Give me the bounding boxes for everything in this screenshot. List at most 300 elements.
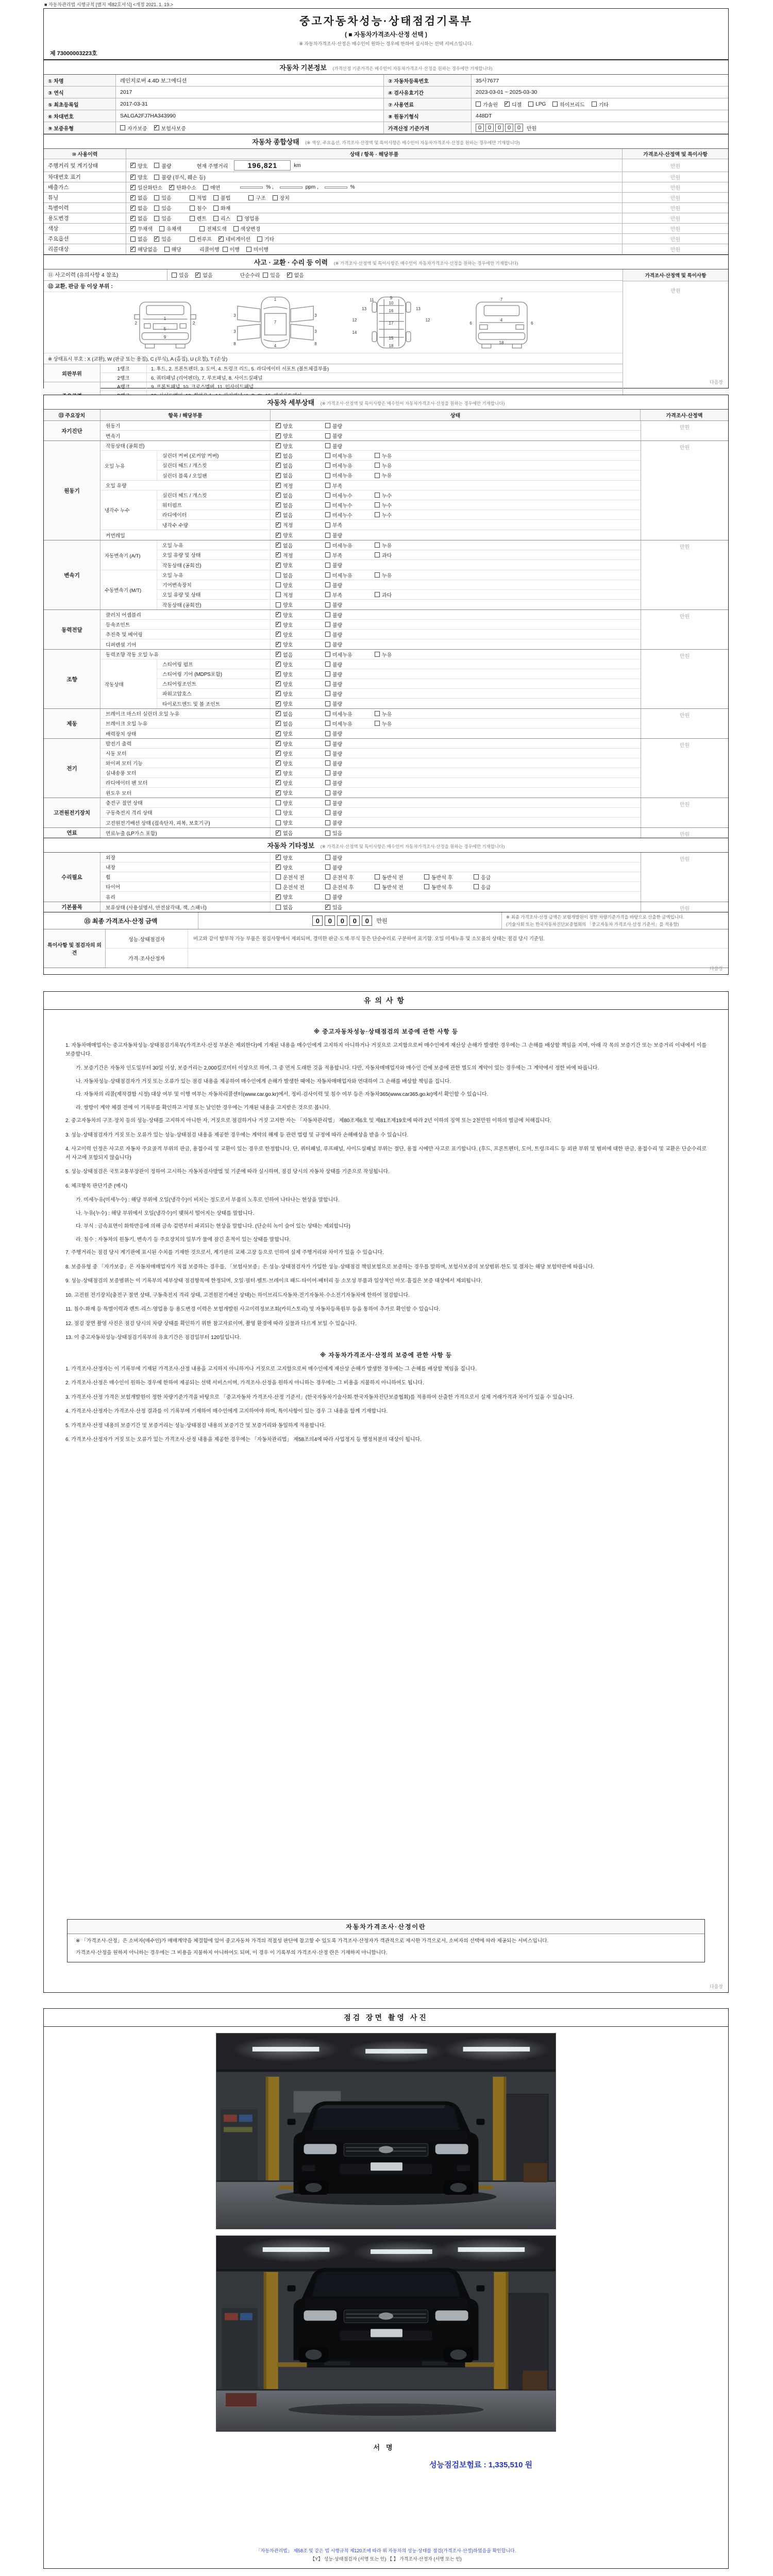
checkbox-unchecked [325, 511, 375, 519]
checkbox-unchecked [325, 740, 375, 748]
document-subtitle: ( ■ 자동차가격조사·산정 선택 ) [344, 31, 428, 38]
checkbox-label: 불량 [332, 791, 343, 796]
basic-info-row [44, 98, 728, 110]
checkbox-label: 디젤 [511, 102, 522, 108]
cell-text: % [350, 184, 355, 190]
device-row [157, 600, 641, 609]
checkbox-label: 누유 [382, 473, 392, 479]
checkbox-icon [199, 226, 205, 231]
rank-items: 9. 프론트패널, 10. 크로스멤버, 11. 인사이드패널 [151, 384, 254, 390]
field-label: ⑧ 원동기형식 [384, 110, 472, 122]
checkbox-label: 불량 [332, 855, 343, 861]
checkbox-icon [325, 721, 330, 726]
item-state [271, 580, 641, 589]
rank-row [100, 382, 623, 391]
item-label: 스티어링 기어 (MDPS포함) [157, 669, 271, 679]
device-row [157, 470, 641, 480]
checkbox-unchecked [325, 501, 375, 509]
notice-paragraph: 1. 자동차매매업자는 중고자동차성능·상태점검기록부(가격조사·산정 부분은 제외한다)에 기재된 내용을 매수인에게 고지하지 아니하거나 거짓으로 고지함으로써 매수인에게 재산상 손해가 발생한 경우에는 그 손해를 배상할 책임을 지며, 아래 각 목의 보증기간 또는 보증거리 이내에서 이를 보증합니다. [65, 1043, 707, 1057]
car-diagram-rear [459, 294, 544, 351]
checkbox-label: 불량 [332, 613, 343, 619]
checkbox-label: 장치 [279, 196, 290, 201]
checkbox-icon [276, 592, 281, 597]
item-label: 배력장치 상태 [100, 728, 271, 738]
checkbox-label: 양호 [283, 691, 293, 698]
accident-price-value: 만원 [670, 289, 681, 294]
document-note: ※ 자동차가격조사·산정은 매수인이 원하는 경우에 한하여 실시하는 선택 서비스입니다. [299, 41, 473, 46]
panel-number: 10 [389, 300, 394, 306]
item-state [271, 719, 641, 728]
item-label: 오일 유량 및 상태 [157, 590, 271, 599]
checkbox-icon [246, 247, 251, 252]
checkbox-icon [325, 543, 330, 548]
checkbox-unchecked [325, 621, 375, 629]
checkbox-icon [276, 865, 281, 870]
checkbox-icon [375, 453, 380, 458]
legal-confirmation [44, 2547, 728, 2562]
checkbox-label: 동반석 후 [431, 885, 453, 891]
checkbox-label: 양호 [283, 672, 293, 678]
checkbox-icon [325, 865, 330, 870]
checkbox-icon [276, 602, 281, 607]
value-box [240, 187, 263, 189]
cell-text: ppm , [305, 184, 318, 190]
checkbox-icon [592, 101, 597, 107]
field-label: ⑤ 최초등록일 [44, 98, 116, 110]
checkbox-label: 미세누유 [332, 573, 352, 579]
final-price-note-2: (기술사회 또는 한국자동차진단보증협회의 「중고자동차 가격조사·산정 기준서」를 적용함) [506, 922, 679, 927]
opinion-block [44, 929, 728, 968]
basic-info-title: 자동차 기본정보 [279, 64, 327, 72]
item-label: 실내송풍 모터 [100, 768, 271, 777]
panel-number: 18 [499, 340, 504, 345]
item-label: 기어변속장치 [157, 580, 271, 589]
checkbox-icon [130, 226, 136, 231]
item-state [271, 669, 641, 679]
checkbox-unchecked [325, 571, 375, 579]
item-label: 라디에이터 팬 모터 [100, 778, 271, 787]
item-state [271, 659, 641, 669]
field-label: ⑨ 보증유형 [44, 122, 116, 133]
checkbox-label: 양호 [283, 791, 293, 796]
item-label: 브레이크 마스터 실린더 오일 누유 [100, 709, 271, 718]
checkbox-icon [219, 236, 224, 242]
checkbox-unchecked [325, 799, 375, 807]
checkbox-checked [276, 551, 325, 559]
accident-header [44, 255, 728, 269]
panel-number: 1 [163, 316, 166, 321]
subgroup-label: 자동변속기 (A/T) [100, 540, 157, 570]
section-photos-sign [43, 2008, 729, 2569]
checkbox-unchecked [325, 640, 375, 648]
checkbox-icon [276, 632, 281, 637]
checkbox-label: 과다 [382, 592, 392, 599]
panel-number: 1 [274, 297, 277, 302]
checkbox-icon [195, 273, 200, 278]
subgroup-label: 수동변속기 (M/T) [100, 570, 157, 609]
item-state [271, 461, 641, 470]
item-label: 윈도우 모터 [100, 788, 271, 798]
notice-paragraph: 12. 점검 장면 촬영 사진은 점검 당시의 차량 상태를 확인하기 위한 참고자료이며, 촬영 환경에 따라 실물과 다르게 보일 수 있습니다. [65, 1320, 357, 1327]
checkbox-icon [325, 512, 330, 517]
final-price-notes [501, 912, 728, 929]
checkbox-icon [276, 810, 281, 815]
device-group [44, 739, 728, 798]
comprehensive-row [44, 234, 728, 244]
subgroup [100, 570, 641, 609]
checkbox-icon [325, 770, 330, 775]
checkbox-label: 양호 [283, 865, 293, 871]
checkbox-icon [325, 582, 330, 587]
checkbox-checked [130, 225, 153, 232]
section-main-form [43, 8, 729, 388]
item-label: 유리 [100, 892, 271, 902]
checkbox-label: 양호 [283, 810, 293, 817]
checkbox-checked [130, 214, 147, 222]
item-label: 충전구 절연 상태 [100, 798, 271, 807]
checkbox-label: 있음 [332, 831, 343, 837]
checkbox-unchecked [325, 873, 375, 881]
row-price: 만원 [670, 196, 681, 201]
checkbox-unchecked [203, 183, 220, 191]
checkbox-icon [154, 163, 159, 168]
checkbox-label: 누유 [382, 543, 392, 549]
checkbox-label: 영업용 [244, 216, 260, 222]
device-group [44, 709, 728, 739]
device-row [100, 421, 641, 431]
checkbox-icon [276, 612, 281, 617]
price-cell: 만원 [641, 853, 728, 902]
checkbox-icon [325, 894, 330, 900]
checkbox-icon [375, 502, 380, 507]
checkbox-checked [276, 863, 325, 871]
checkbox-label: 적정 [283, 523, 293, 529]
checkbox-icon [130, 216, 136, 221]
car-diagrams [44, 292, 623, 353]
checkbox-unchecked [248, 194, 265, 201]
checkbox-checked [154, 235, 171, 243]
checkbox-icon [130, 195, 136, 200]
rank-name: A랭크 [100, 382, 147, 391]
checkbox-icon [276, 473, 281, 478]
checkbox-icon [120, 125, 125, 130]
checkbox-icon [276, 905, 281, 910]
item-state [271, 639, 641, 649]
checkbox-label: 양호 [283, 732, 293, 737]
checkbox-label: 운전석 후 [332, 875, 354, 881]
checkbox-unchecked [154, 204, 171, 212]
accident-history-area [44, 269, 728, 409]
checkbox-icon [325, 632, 330, 637]
device-row [100, 530, 641, 540]
checkbox-label: 없음 [138, 216, 148, 222]
checkbox-unchecked [476, 100, 498, 108]
checkbox-label: 양호 [283, 751, 293, 757]
checkbox-unchecked [237, 214, 259, 222]
item-state [271, 451, 641, 460]
item-label: 고전원전기배선 상태 (접속단자, 피복, 보호기구) [100, 818, 271, 827]
device-row [157, 451, 641, 461]
checkbox-icon [325, 731, 330, 736]
checkbox-label: 미세누유 [332, 453, 352, 460]
checkbox-icon [276, 874, 281, 879]
panel-number: 8 [233, 341, 236, 346]
checkbox-label: 침수 [196, 206, 207, 212]
checkbox-unchecked [375, 651, 424, 658]
device-row [157, 500, 641, 510]
info-box-line: ※ 「가격조사·산정」은 소비자(매수인)가 매매계약을 체결함에 있어 중고자동차 가격의 적절성 판단에 참고할 수 있도록 가격조사·산정자가 객관적으로 제시한 가격으로서, 소비자의 선택에 따라 제공되는 서비스입니다. [76, 1938, 549, 1944]
accident-price-header: 가격조사·산정액 및 특이사항 [623, 269, 728, 281]
checkbox-label: 있음 [161, 216, 172, 222]
checkbox-checked [276, 720, 325, 727]
field-options [116, 122, 384, 133]
notice-paragraph: 라. 침수 : 자동차의 원동기, 변속기 등 주요장치의 일부가 물에 잠긴 흔적이 있는 상태를 말합니다. [76, 1236, 291, 1243]
checkbox-label: 누수 [382, 513, 392, 519]
inspection-fee-label: 성능점검보험료 : [429, 2460, 486, 2469]
checkbox-icon [276, 820, 281, 825]
row-label: 주요옵션 [44, 234, 126, 244]
opinion-text [188, 948, 728, 968]
device-row [100, 788, 641, 798]
notice-paragraph: 1. 가격조사·산정자는 이 기록부에 기재된 가격조사·산정 내용을 고지하지 아니하거나 거짓으로 고지함으로써 매수인에게 재산상 손해가 발생한 경우에는 그 손해를 배상할 책임을 집니다. [65, 1366, 477, 1372]
comprehensive-row [44, 244, 728, 255]
checkbox-label: 과다 [382, 553, 392, 559]
item-label: 변속기 [100, 431, 271, 440]
basic-info-header [44, 60, 728, 75]
item-state [271, 630, 641, 639]
device-row [100, 853, 641, 862]
item-state [271, 530, 641, 540]
checkbox-unchecked [325, 730, 375, 737]
checkbox-label: 불량 [332, 702, 343, 707]
checkbox-unchecked [325, 581, 375, 589]
checkbox-checked [276, 482, 325, 489]
panel-number: 16 [389, 309, 394, 313]
device-row [100, 882, 641, 892]
checkbox-unchecked [276, 883, 325, 891]
etc-header [44, 838, 728, 853]
checkbox-unchecked [325, 789, 375, 796]
row-label: 특별이력 [44, 203, 126, 213]
notice-heading: ※ 중고자동차성능·상태점검의 보증에 관한 사항 등 [313, 1029, 459, 1035]
item-state [271, 768, 641, 777]
checkbox-unchecked [325, 854, 375, 861]
device-rows [100, 798, 641, 827]
comprehensive-row [44, 193, 728, 203]
checkbox-icon [375, 652, 380, 657]
checkbox-label: 불량 [332, 682, 343, 688]
row-state [126, 182, 623, 192]
checkbox-label: 없음 [283, 463, 293, 469]
item-state [271, 590, 641, 599]
checkbox-label: 양호 [283, 583, 293, 589]
checkbox-unchecked [190, 194, 207, 201]
checkbox-label: 불량 [332, 622, 343, 629]
device-name: 원동기 [44, 441, 100, 540]
row-state [126, 193, 623, 202]
checkbox-unchecked [325, 531, 375, 539]
checkbox-unchecked [276, 809, 325, 817]
checkbox-icon [190, 236, 195, 242]
col-device: ⑬ 주요장치 [44, 410, 100, 420]
checkbox-icon [325, 642, 330, 647]
checkbox-unchecked [592, 100, 609, 108]
notice-paragraph: 다. 부식 : 금속표면이 화학반응에 의해 금속 겉면부터 파괴되는 현상을 말합니다. (단순히 녹이 슬어 있는 상태는 제외합니다) [76, 1224, 350, 1229]
checkbox-unchecked [325, 482, 375, 489]
checkbox-unchecked [213, 204, 230, 212]
checkbox-icon [130, 185, 136, 190]
item-label: 작동상태 (공회전) [100, 441, 271, 450]
device-group [44, 902, 728, 912]
checkbox-icon [276, 443, 281, 448]
checkbox-label: 누유 [382, 573, 392, 579]
checkbox-unchecked [213, 214, 230, 222]
car-diagram-front [123, 294, 208, 351]
item-label: 브레이크 오일 누유 [100, 719, 271, 728]
checkbox-icon [325, 780, 330, 785]
checkbox-label: 가솔린 [483, 102, 498, 108]
checkbox-label: 없음 [283, 573, 293, 579]
checkbox-icon [325, 701, 330, 706]
checkbox-icon [130, 163, 136, 168]
subgroup-label: 오일 누유 [100, 451, 157, 480]
digit-box: 0 [337, 916, 347, 926]
status-code-legend: ※ 상태표시 부호 : X (교환), W (판금 또는 용접), C (부식), A (흠집), U (요철), T (손상) [44, 353, 623, 364]
notice-paragraph: 가. 보증기간은 자동차 인도일부터 30일 이상, 보증거리는 2,000킬로미터 이상으로 하며, 그 중 먼저 도래한 것을 적용합니다. 다만, 자동차매매업자와 매수인 간에 보증에 관한 별도의 계약이 있는 경우에는 그 계약에서 정한 바에 따릅니다. [76, 1065, 599, 1071]
checkbox-label: 불량 [332, 771, 343, 777]
inspection-fee [44, 2459, 728, 2470]
checkbox-unchecked [276, 571, 325, 579]
cell-text: 현재 주행거리 [196, 163, 228, 170]
checkbox-unchecked [246, 245, 268, 253]
item-state [271, 872, 641, 882]
notice-paragraph: 다. 자동차의 리콜(제작결함 시정) 대상 여부 및 이행 여부는 자동차리콜센터(www.car.go.kr)에서, 정비·검사이력 및 침수 여부 등은 자동차365(www.car365.go.kr)에서 확인할 수 있습니다. [76, 1092, 489, 1097]
checkbox-icon [169, 185, 174, 190]
checkbox-unchecked [257, 235, 274, 243]
checkbox-label: 불량 [332, 895, 343, 901]
row-label: 색상 [44, 224, 126, 233]
checkbox-checked [276, 759, 325, 767]
checkbox-label: 하이브리드 [560, 102, 585, 108]
checkbox-unchecked [263, 271, 280, 279]
checkbox-label: 없음 [283, 711, 293, 718]
item-label: 보유상태 (사용설명서, 안전삼각대, 잭, 스패너) [100, 902, 271, 912]
accident-note: (※ 가격조사·산정액 및 특이사항은 매수인이 자동차가격조사·산정을 원하는 경우에만 기재합니다) [333, 261, 518, 266]
checkbox-unchecked [223, 245, 240, 253]
checkbox-checked [276, 829, 325, 837]
checkbox-unchecked [325, 750, 375, 757]
checkbox-icon [325, 552, 330, 557]
checkbox-label: 부족 [332, 592, 343, 599]
checkbox-icon [276, 894, 281, 900]
digit-box: 0 [515, 124, 523, 132]
device-rows [100, 441, 641, 540]
notice-paragraph: 3. 가격조사·산정 가격은 보험개발원이 정한 차량기준가격을 바탕으로 「중고자동차 가격조사·산정 기준서」(한국자동차기술사회·한국자동차진단보증협회)를 적용하여 산출한 가격으로서 실제 거래가격과 차이가 있을 수 있습니다. [65, 1394, 574, 1400]
cell-text: 단순수리 [240, 273, 260, 279]
checkbox-unchecked [474, 883, 523, 891]
checkbox-label: 있음 [161, 196, 172, 201]
checkbox-checked [276, 611, 325, 619]
field-value: SALGA2FJ7HA343990 [116, 110, 384, 122]
checkbox-checked [276, 621, 325, 629]
price-cell: 만원 [641, 709, 728, 738]
item-state [271, 853, 641, 862]
checkbox-icon [276, 711, 281, 716]
device-row [100, 431, 641, 440]
accident-history-values [167, 269, 623, 280]
panel-number: 3 [233, 313, 236, 318]
device-rows [100, 540, 641, 609]
checkbox-icon [325, 483, 330, 488]
checkbox-icon [213, 216, 219, 221]
price-cell: 만원 [641, 540, 728, 609]
checkbox-label: 없음 [138, 196, 148, 201]
item-state [271, 882, 641, 891]
price-cell: 만원 [641, 441, 728, 540]
basic-info-row [44, 110, 728, 122]
checkbox-icon [276, 502, 281, 507]
checkbox-unchecked [276, 591, 325, 599]
row-price: 만원 [670, 185, 681, 191]
checkbox-icon [325, 533, 330, 538]
basic-info-note: (가격산정 기준가격은 매수인이 자동차가격조사·산정을 원하는 경우에만 기재합니다) [332, 66, 493, 71]
panel-number: 7 [500, 297, 503, 302]
checkbox-checked [276, 422, 325, 430]
device-row [100, 739, 641, 749]
notice-paragraph: 2. 가격조사·산정은 매수인이 원하는 경우에 한하여 제공되는 선택 서비스이며, 가격조사·산정을 원하지 아니하는 경우에는 그 비용을 지불하지 아니하여도 됩니다. [65, 1380, 424, 1386]
device-row [100, 620, 641, 630]
checkbox-checked [276, 660, 325, 668]
subgroup [100, 490, 641, 530]
checkbox-unchecked [190, 214, 207, 222]
panel-number: 15 [389, 335, 394, 341]
device-row [100, 639, 641, 649]
checkbox-unchecked [325, 720, 375, 727]
checkbox-label: 불량 [332, 533, 343, 539]
checkbox-label: 없음 [283, 543, 293, 549]
subgroup-rows [157, 451, 641, 480]
notice-paragraph: 4. 가격조사·산정자는 가격조사·산정 결과를 이 기록부에 기재하여 매수인에게 고지하여야 하며, 특이사항이 있는 경우 그 내용을 함께 기재합니다. [65, 1409, 388, 1414]
item-label: 라디에이터 [157, 510, 271, 519]
checkbox-unchecked [190, 204, 207, 212]
item-state [271, 431, 641, 440]
checkbox-label: 기타 [264, 237, 275, 243]
checkbox-label: 해당 [171, 247, 181, 253]
digit-box: 0 [495, 124, 503, 132]
checkbox-label: 부족 [332, 553, 343, 559]
checkbox-icon [276, 741, 281, 746]
subgroup-label: 냉각수 누수 [100, 490, 157, 530]
checkbox-icon [325, 502, 330, 507]
checkbox-label: 없음 [203, 273, 213, 279]
info-box-title: 자동차가격조사·산정이란 [68, 1920, 704, 1934]
checkbox-label: 양호 [283, 741, 293, 748]
item-label: 휠 [100, 872, 271, 882]
item-label: 타이어 [100, 882, 271, 891]
etc-note: (※ 가격조사·산정액 및 특이사항은 매수인이 자동차가격조사·산정을 원하는 경우에만 기재합니다) [320, 844, 505, 849]
checkbox-icon [476, 101, 481, 107]
checkbox-label: 양호 [283, 702, 293, 707]
checkbox-icon [276, 884, 281, 889]
field-label: 가격산정 기준가격 [384, 122, 472, 133]
checkbox-unchecked [325, 422, 375, 430]
item-state [271, 520, 641, 530]
subgroup [100, 451, 641, 481]
cell-text: % , [266, 184, 274, 190]
checkbox-icon [375, 721, 380, 726]
checkbox-checked [276, 521, 325, 529]
checkbox-icon [276, 533, 281, 538]
